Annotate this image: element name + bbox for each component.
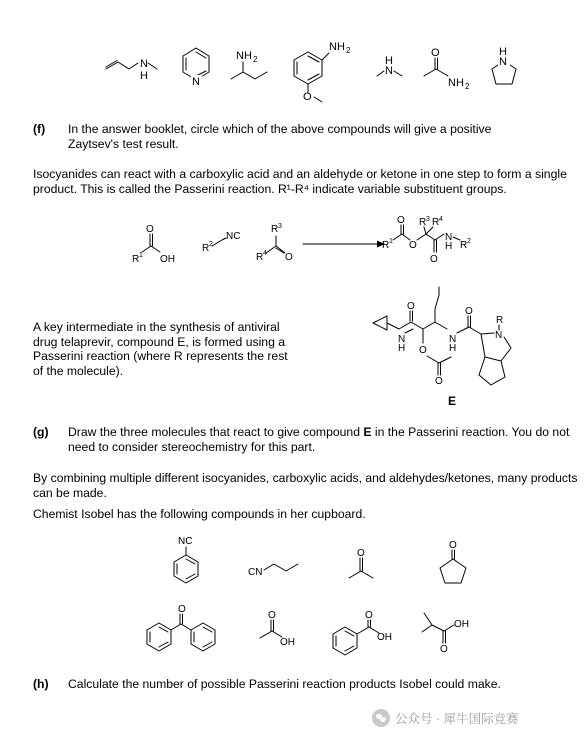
structure-isobutyric-acid	[414, 605, 484, 665]
question-f-text: In the answer booklet, circle which of the above compounds will give a positive Zaytsev's test result.	[68, 122, 492, 151]
svg-text:H: H	[140, 70, 148, 82]
svg-text:O: O	[178, 604, 186, 615]
question-h-label: (h)	[33, 677, 49, 691]
svg-text:R: R	[202, 243, 210, 254]
structure-carboxylic-acid	[130, 222, 190, 272]
structure-isocyanide	[200, 224, 250, 264]
watermark-text: 公众号 · 犀牛国际竞赛	[395, 712, 519, 726]
svg-text:O: O	[303, 91, 312, 103]
structure-dimethylamine	[372, 44, 412, 94]
structure-acetic-acid	[254, 607, 304, 657]
structure-benzoic-acid	[325, 607, 405, 667]
structure-phenyl-isocyanide	[160, 533, 210, 593]
svg-text:OH: OH	[377, 632, 392, 643]
svg-text:N: N	[499, 56, 507, 68]
question-f-label: (f)	[33, 122, 46, 136]
wechat-watermark	[372, 709, 519, 727]
svg-text:N: N	[398, 334, 406, 345]
compound-e-label: E	[448, 394, 457, 408]
structure-carbonyl-compound	[256, 222, 306, 272]
svg-text:H: H	[499, 46, 507, 58]
svg-text:O: O	[365, 610, 373, 621]
svg-text:O: O	[357, 548, 365, 559]
svg-text:N: N	[140, 58, 148, 70]
svg-text:O: O	[285, 252, 293, 263]
structure-benzophenone	[138, 600, 238, 670]
svg-text:O: O	[465, 306, 473, 317]
svg-text:3: 3	[426, 216, 430, 223]
svg-text:2: 2	[253, 55, 258, 64]
structure-butyronitrile	[248, 553, 308, 593]
svg-text:N: N	[445, 232, 453, 243]
structure-pyridine	[176, 44, 216, 94]
svg-text:H: H	[398, 343, 406, 354]
structure-2-butanamine	[226, 44, 276, 94]
svg-text:N: N	[495, 330, 503, 341]
svg-text:OH: OH	[454, 619, 469, 630]
svg-text:H: H	[385, 55, 393, 67]
svg-text:O: O	[407, 301, 415, 312]
svg-text:NC: NC	[178, 536, 193, 547]
svg-text:O: O	[146, 224, 154, 235]
svg-text:O: O	[430, 254, 438, 265]
svg-text:O: O	[419, 345, 427, 356]
isobel-text: Chemist Isobel has the following compounds in her cupboard.	[33, 507, 366, 521]
svg-text:O: O	[397, 215, 405, 226]
svg-text:H: H	[449, 343, 457, 354]
svg-text:N: N	[449, 334, 457, 345]
svg-text:1: 1	[139, 252, 143, 259]
structure-3-methoxyaniline	[284, 36, 364, 106]
reaction-arrow	[301, 238, 391, 250]
svg-text:OH: OH	[160, 254, 175, 265]
svg-text:R: R	[271, 224, 279, 235]
passerini-intro-text: Isocyanides can react with a carboxylic acid and an aldehyde or ketone in one step to form a single product. This is called the Passerini reaction. R¹-R⁴ indicate variable substituent groups.	[33, 167, 567, 196]
structure-pyrrolidine	[484, 44, 524, 94]
svg-text:4: 4	[263, 250, 267, 257]
svg-text:1: 1	[389, 238, 393, 245]
svg-text:O: O	[409, 240, 417, 251]
svg-text:O: O	[268, 610, 276, 621]
structure-n-methylallylamine	[100, 44, 160, 94]
svg-text:N: N	[385, 65, 393, 77]
svg-text:O: O	[449, 540, 457, 551]
svg-text:CN: CN	[248, 567, 263, 578]
svg-text:O: O	[440, 644, 448, 655]
question-g-text: Draw the three molecules that react to give compound E in the Passerini reaction. You do not need to consider stereochemistry for this part.	[68, 425, 570, 454]
svg-text:3: 3	[278, 223, 282, 230]
svg-text:R: R	[256, 252, 264, 263]
svg-text:R: R	[419, 217, 427, 228]
svg-text:R: R	[460, 240, 468, 251]
structure-acetamide	[418, 40, 478, 90]
svg-text:2: 2	[346, 46, 351, 55]
svg-text:NH: NH	[448, 77, 464, 89]
structure-cyclopentanone	[427, 537, 477, 597]
wechat-icon	[372, 709, 390, 727]
svg-text:2: 2	[465, 82, 470, 91]
svg-text:N: N	[192, 76, 200, 88]
question-h-text: Calculate the number of possible Passerini reaction products Isobel could make.	[68, 677, 501, 691]
svg-text:R: R	[382, 240, 390, 251]
svg-text:2: 2	[467, 238, 471, 245]
combining-text: By combining multiple different isocyanides, carboxylic acids, and aldehydes/ketones, many products can be made.	[33, 471, 578, 500]
telaprevir-text: A key intermediate in the synthesis of antiviral drug telaprevir, compound E, is formed using a Passerini reaction (where R represents the rest of the molecule).	[33, 320, 288, 378]
svg-text:NC: NC	[226, 231, 241, 242]
svg-text:H: H	[445, 241, 453, 252]
svg-text:2: 2	[209, 241, 213, 248]
svg-text:R: R	[132, 254, 140, 265]
svg-text:R: R	[432, 217, 440, 228]
question-g-label: (g)	[33, 425, 49, 439]
structure-acetone	[343, 545, 383, 585]
svg-text:O: O	[435, 376, 443, 387]
svg-text:4: 4	[439, 216, 443, 223]
svg-text:OH: OH	[280, 637, 295, 648]
structure-passerini-product	[382, 214, 512, 284]
svg-text:NH: NH	[236, 50, 252, 62]
svg-text:NH: NH	[329, 41, 345, 53]
svg-text:O: O	[431, 47, 440, 59]
svg-text:R: R	[496, 315, 504, 326]
